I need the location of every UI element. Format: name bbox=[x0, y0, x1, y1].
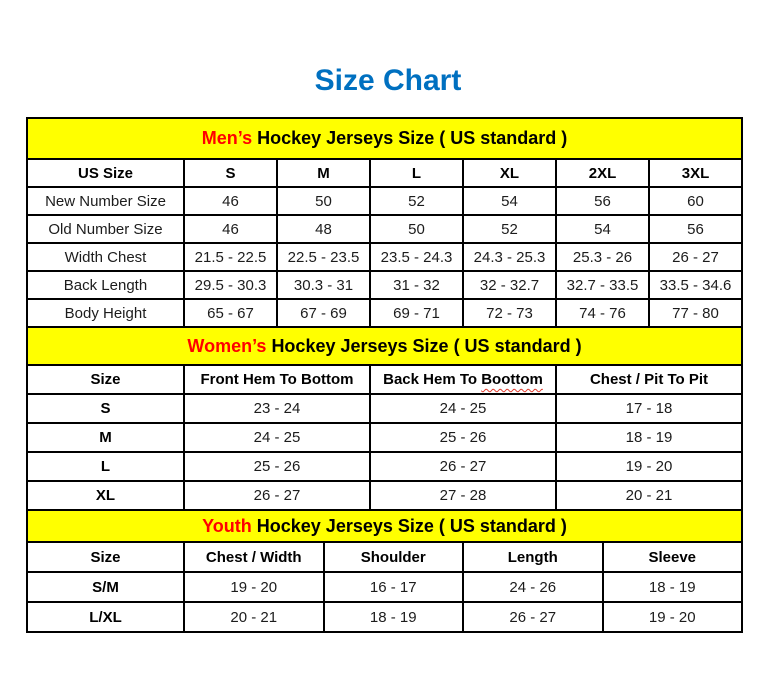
table-row bbox=[27, 243, 742, 271]
cell: 69 - 71 bbox=[370, 299, 463, 327]
cell: 30.3 - 31 bbox=[277, 271, 370, 299]
youth-section-highlight: Youth bbox=[202, 515, 252, 536]
row-label: Width Chest bbox=[27, 243, 184, 271]
cell: 25.3 - 26 bbox=[556, 243, 649, 271]
cell: 19 - 20 bbox=[556, 452, 742, 481]
cell: 18 - 19 bbox=[556, 423, 742, 452]
cell: 27 - 28 bbox=[370, 481, 556, 510]
column-header-2xl: 2XL bbox=[556, 159, 649, 187]
misspelled-word: Boottom bbox=[481, 371, 543, 388]
cell: 25 - 26 bbox=[370, 423, 556, 452]
mens-section-highlight: Men’s bbox=[201, 128, 253, 148]
table-row bbox=[27, 215, 742, 243]
row-label: New Number Size bbox=[27, 187, 184, 215]
cell: 18 - 19 bbox=[324, 602, 464, 632]
cell: 26 - 27 bbox=[370, 452, 556, 481]
column-header-chest-pit: Chest / Pit To Pit bbox=[556, 365, 742, 394]
back-hem-prefix: Back Hem To bbox=[383, 371, 478, 388]
mens-section-header-row bbox=[27, 118, 742, 159]
column-header-m: M bbox=[277, 159, 370, 187]
table-row bbox=[27, 452, 742, 481]
cell: 20 - 21 bbox=[184, 602, 324, 632]
row-label: S bbox=[27, 394, 184, 423]
cell: 54 bbox=[463, 187, 556, 215]
cell: 16 - 17 bbox=[324, 572, 464, 602]
cell: 56 bbox=[649, 215, 742, 243]
row-label: M bbox=[27, 423, 184, 452]
cell: 33.5 - 34.6 bbox=[649, 271, 742, 299]
cell: 24 - 25 bbox=[184, 423, 370, 452]
youth-section-header bbox=[27, 510, 742, 542]
cell: 24 - 26 bbox=[463, 572, 603, 602]
youth-size-table bbox=[26, 509, 743, 633]
youth-section-header-row bbox=[27, 510, 742, 542]
row-label: Old Number Size bbox=[27, 215, 184, 243]
page-title: Size Chart bbox=[314, 64, 462, 97]
cell: 26 - 27 bbox=[649, 243, 742, 271]
cell: 74 - 76 bbox=[556, 299, 649, 327]
cell: 46 bbox=[184, 187, 277, 215]
cell: 32.7 - 33.5 bbox=[556, 271, 649, 299]
cell: 21.5 - 22.5 bbox=[184, 243, 277, 271]
table-row bbox=[27, 187, 742, 215]
table-row bbox=[27, 423, 742, 452]
table-row bbox=[27, 299, 742, 327]
cell: 54 bbox=[556, 215, 649, 243]
column-header-3xl: 3XL bbox=[649, 159, 742, 187]
table-row bbox=[27, 602, 742, 632]
cell: 52 bbox=[463, 215, 556, 243]
column-header-l: L bbox=[370, 159, 463, 187]
mens-section-rest: Hockey Jerseys Size ( US standard ) bbox=[257, 128, 568, 148]
womens-section-rest: Hockey Jerseys Size ( US standard ) bbox=[271, 335, 582, 356]
cell: 19 - 20 bbox=[603, 602, 743, 632]
womens-section-header-row bbox=[27, 327, 742, 365]
mens-section-header bbox=[27, 118, 742, 159]
cell: 20 - 21 bbox=[556, 481, 742, 510]
womens-size-table bbox=[26, 326, 743, 511]
row-label: L/XL bbox=[27, 602, 184, 632]
row-label: Back Length bbox=[27, 271, 184, 299]
cell: 26 - 27 bbox=[463, 602, 603, 632]
cell: 31 - 32 bbox=[370, 271, 463, 299]
cell: 56 bbox=[556, 187, 649, 215]
column-header-chest-width: Chest / Width bbox=[184, 542, 324, 572]
column-header-sleeve: Sleeve bbox=[603, 542, 743, 572]
tables-container bbox=[26, 117, 743, 633]
column-header-length: Length bbox=[463, 542, 603, 572]
row-label: XL bbox=[27, 481, 184, 510]
cell: 22.5 - 23.5 bbox=[277, 243, 370, 271]
cell: 17 - 18 bbox=[556, 394, 742, 423]
cell: 65 - 67 bbox=[184, 299, 277, 327]
cell: 46 bbox=[184, 215, 277, 243]
cell: 60 bbox=[649, 187, 742, 215]
cell: 24.3 - 25.3 bbox=[463, 243, 556, 271]
cell: 25 - 26 bbox=[184, 452, 370, 481]
table-row bbox=[27, 394, 742, 423]
cell: 77 - 80 bbox=[649, 299, 742, 327]
youth-section-rest: Hockey Jerseys Size ( US standard ) bbox=[256, 515, 567, 536]
row-label: L bbox=[27, 452, 184, 481]
column-header-back-hem bbox=[370, 365, 556, 394]
row-label: Body Height bbox=[27, 299, 184, 327]
cell: 48 bbox=[277, 215, 370, 243]
row-label: S/M bbox=[27, 572, 184, 602]
cell: 23 - 24 bbox=[184, 394, 370, 423]
womens-section-header bbox=[27, 327, 742, 365]
cell: 26 - 27 bbox=[184, 481, 370, 510]
cell: 18 - 19 bbox=[603, 572, 743, 602]
womens-column-header-row bbox=[27, 365, 742, 394]
cell: 24 - 25 bbox=[370, 394, 556, 423]
column-header-s: S bbox=[184, 159, 277, 187]
mens-column-header-row bbox=[27, 159, 742, 187]
cell: 23.5 - 24.3 bbox=[370, 243, 463, 271]
cell: 72 - 73 bbox=[463, 299, 556, 327]
mens-size-table bbox=[26, 117, 743, 328]
column-header-front-hem: Front Hem To Bottom bbox=[184, 365, 370, 394]
cell: 52 bbox=[370, 187, 463, 215]
column-header-xl: XL bbox=[463, 159, 556, 187]
table-row bbox=[27, 572, 742, 602]
table-row bbox=[27, 271, 742, 299]
womens-section-highlight: Women’s bbox=[187, 335, 267, 356]
cell: 19 - 20 bbox=[184, 572, 324, 602]
column-header-size: Size bbox=[27, 542, 184, 572]
cell: 29.5 - 30.3 bbox=[184, 271, 277, 299]
column-header-shoulder: Shoulder bbox=[324, 542, 464, 572]
cell: 32 - 32.7 bbox=[463, 271, 556, 299]
cell: 67 - 69 bbox=[277, 299, 370, 327]
cell: 50 bbox=[370, 215, 463, 243]
youth-column-header-row bbox=[27, 542, 742, 572]
cell: 50 bbox=[277, 187, 370, 215]
table-row bbox=[27, 481, 742, 510]
column-header-us-size: US Size bbox=[27, 159, 184, 187]
column-header-size: Size bbox=[27, 365, 184, 394]
